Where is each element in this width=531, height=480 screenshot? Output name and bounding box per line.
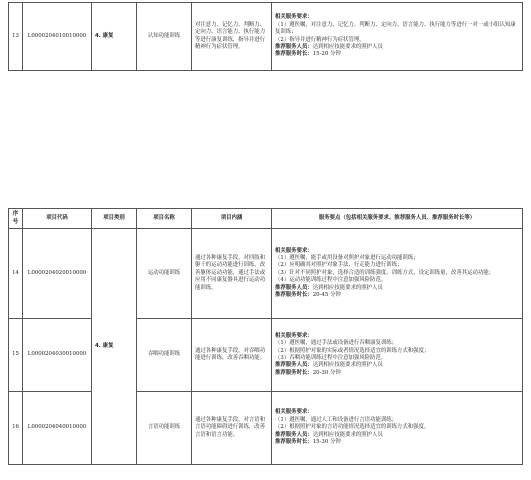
service-points [272, 319, 523, 392]
requirements-title: 相关服务要求： [275, 409, 313, 416]
time-value: 15-30 分钟 [312, 439, 341, 446]
header-category: 项目类别 [92, 209, 137, 229]
staff-value: 达到相应技能要求的照护人员 [312, 284, 383, 291]
requirement-item: （2）根据照护对象的言语功能情况选择适宜的训练方式和强度。 [275, 424, 430, 431]
row-number: 16 [9, 392, 23, 465]
project-name: 言语功能训练 [137, 392, 192, 465]
time-label: 推荐服务时长： [275, 369, 313, 376]
row-number: 14 [9, 229, 23, 319]
project-content: 对注意力、记忆力、判断力、定向力、语言能力、执行能力等进行康复训练，指导并进行精神行为症状管理。 [192, 3, 272, 71]
time-value: 20-45 分钟 [312, 292, 341, 299]
time-label: 推荐服务时长： [275, 292, 313, 299]
requirement-item: （3）吞咽功能训练过程中注意加强风险防范。 [275, 355, 387, 361]
row-number: 13 [9, 3, 23, 71]
requirement-item: （3）针对不同照护对象，选择合适的训练强度、训练方式，设定训练量，改善其运动功能； [275, 269, 495, 276]
staff-label: 推荐服务人员： [275, 431, 313, 438]
project-code: L0000204030010000 [23, 319, 92, 392]
project-code: L0000204020010000 [23, 229, 92, 319]
header-code: 项目代码 [23, 209, 92, 229]
project-category: 4. 康复 [92, 3, 137, 71]
project-content: 通过各种康复手段，对言语和言语功能障碍进行训练，改善言语和语言功能。 [192, 392, 272, 465]
service-points [272, 229, 523, 319]
time-value: 20-30 分钟 [312, 369, 341, 376]
requirement-item: （1）遵医嘱，通过人工和设备进行言语功能训练； [275, 416, 398, 423]
header-content: 项目内涵 [192, 209, 272, 229]
requirements-title: 相关服务要求： [275, 247, 313, 254]
header-no: 序号 [9, 209, 23, 229]
table-row [9, 3, 523, 71]
header-name: 项目名称 [137, 209, 192, 229]
header-service-points: 服务要点（包括相关服务要求、推荐服务人员、推荐服务时长等） [272, 209, 523, 229]
requirement-item: （2）根据照护对象的实际或者情况选择适宜的训练方式和强度； [275, 347, 430, 354]
project-name: 运动功能训练 [137, 229, 192, 319]
staff-value: 达到相应技能要求的照护人员 [312, 362, 383, 369]
staff-label: 推荐服务人员： [275, 284, 313, 291]
requirement-item: （1）遵医嘱，能手或用设备对照护对象进行运动功能训练； [275, 254, 419, 261]
requirement-item: （2）指导并进行精神行为症状管理。 [275, 36, 365, 43]
project-code: L0000204010010000 [23, 3, 92, 71]
requirement-item: （1）遵医嘱，通过手法或设备进行吞咽康复训练； [275, 340, 398, 347]
requirement-item: （4）运动功能训练过程中注意加强风险防范。 [275, 277, 387, 284]
requirement-item: （2）应明确其对照护对象手法、行走能力进行训练； [275, 262, 403, 269]
table-row [9, 392, 523, 465]
staff-label: 推荐服务人员： [275, 43, 313, 50]
table-row [9, 229, 523, 319]
time-label: 推荐服务时长： [275, 439, 313, 446]
requirements-title: 相关服务要求： [275, 14, 313, 21]
table-header-row [9, 209, 523, 229]
staff-value: 达到相应技能要求的照护人员 [312, 431, 383, 438]
project-content: 通过各种康复手段，对吞咽功能进行训练，改善吞咽功能。 [192, 319, 272, 392]
staff-value: 达到相应技能要求的照护人员 [312, 43, 383, 50]
service-points [272, 392, 523, 465]
service-table-top [8, 2, 523, 71]
time-label: 推荐服务时长： [275, 51, 313, 58]
service-points [272, 3, 523, 71]
row-number: 15 [9, 319, 23, 392]
project-category: 4. 康复 [92, 229, 137, 465]
project-code: L0000204040010000 [23, 392, 92, 465]
staff-label: 推荐服务人员： [275, 362, 313, 369]
requirement-item: （1）遵医嘱，对注意力、记忆力、判断力、定向力、语言能力、执行能力等进行一对一或小组认知康复训练； [275, 21, 516, 36]
service-table-bottom [8, 208, 523, 465]
time-value: 15-20 分钟 [312, 51, 341, 58]
project-content: 通过各种康复手段，对四肢和躯干的运动功能进行训练，改善躯体运动功能，通过手法或应用不同康复器具进行运动功能训练。 [192, 229, 272, 319]
requirements-title: 相关服务要求： [275, 332, 313, 339]
project-name: 认知功能训练 [137, 3, 192, 71]
table-row [9, 319, 523, 392]
project-name: 吞咽功能训练 [137, 319, 192, 392]
